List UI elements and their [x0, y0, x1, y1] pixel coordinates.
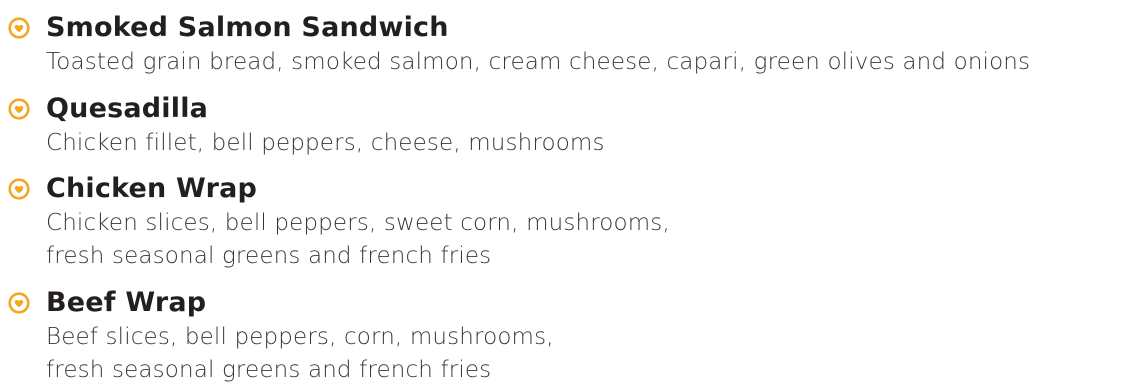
- heart-icon: [8, 17, 30, 39]
- description-line: fresh seasonal greens and french fries: [46, 357, 492, 383]
- description-line: fresh seasonal greens and french fries: [46, 243, 492, 269]
- item-description: [46, 207, 670, 273]
- item-title: Chicken Wrap: [46, 173, 258, 204]
- description-line: Beef slices, bell peppers, corn, mushrooms,: [46, 324, 554, 350]
- heart-icon: [8, 178, 30, 200]
- description-line: Chicken fillet, bell peppers, cheese, mushrooms: [46, 130, 605, 156]
- item-description: [46, 46, 1030, 79]
- description-line: Chicken slices, bell peppers, sweet corn, mushrooms,: [46, 210, 670, 236]
- item-title: Smoked Salmon Sandwich: [46, 12, 449, 43]
- item-title: Beef Wrap: [46, 287, 207, 318]
- description-line: Toasted grain bread, smoked salmon, cream cheese, capari, green olives and onions: [46, 49, 1031, 75]
- item-description: [46, 321, 554, 387]
- heart-icon: [8, 98, 30, 120]
- heart-icon: [8, 292, 30, 314]
- item-description: [46, 127, 605, 160]
- item-title: Quesadilla: [46, 93, 209, 124]
